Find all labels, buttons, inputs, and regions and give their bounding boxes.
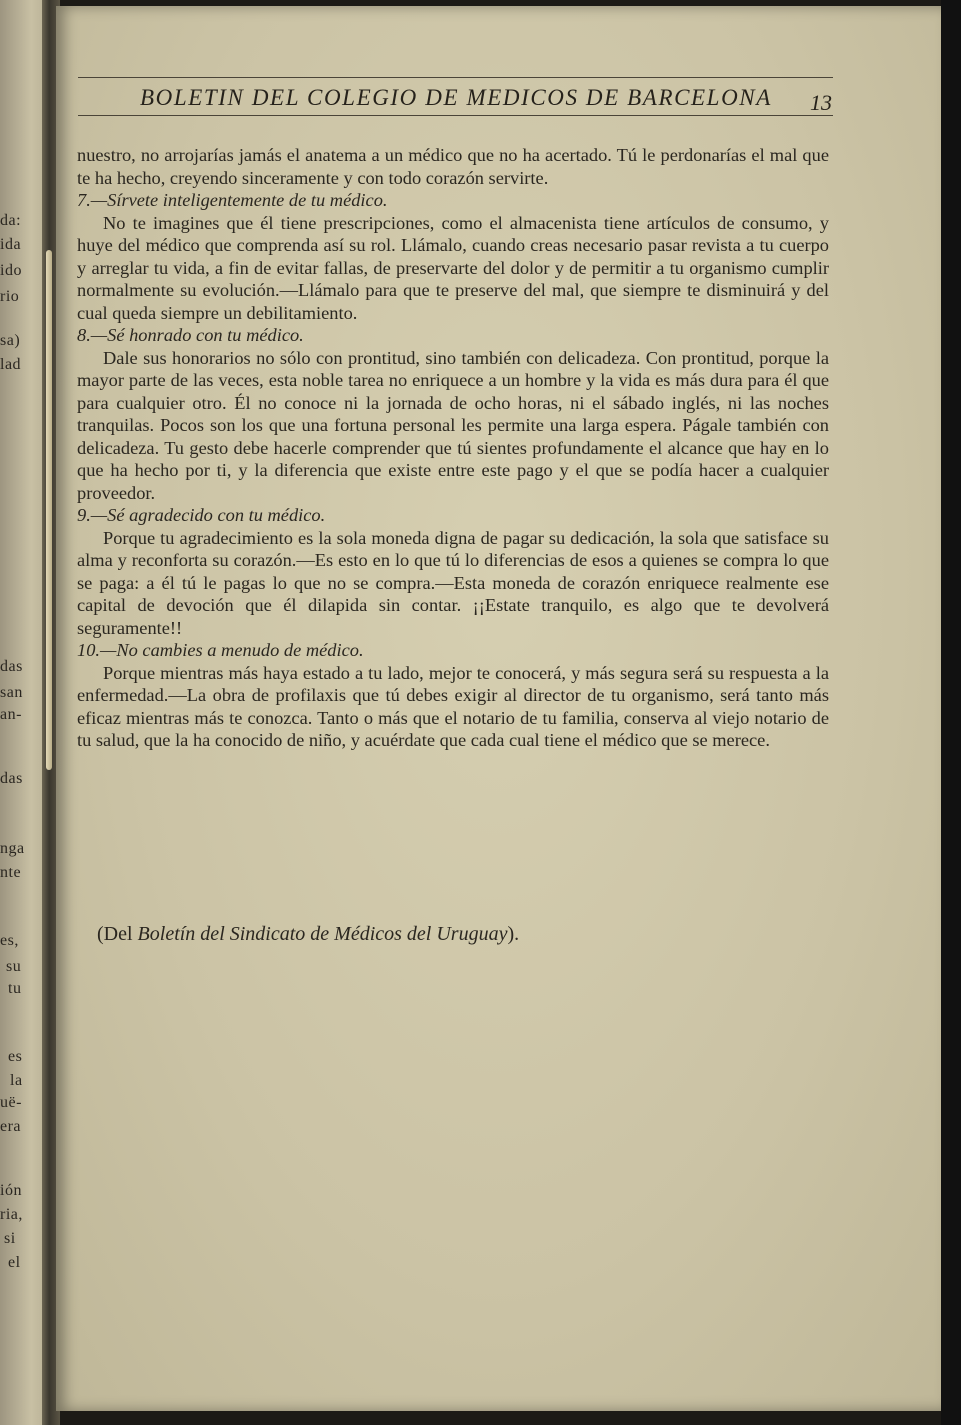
adjacent-page-fragment: nga <box>0 840 25 857</box>
source-title: Boletín del Sindicato de Médicos del Uruguay <box>137 923 508 945</box>
source-prefix: (Del <box>97 923 138 945</box>
paragraph-8: Dale sus honorarios no sólo con prontitud, sino también con delicadeza. Con prontitud, porque la mayor parte de las veces, esta noble tarea no enriquece a un hombre y la vida es más dura para él que para cualquier otro. Él no conoce ni la jornada de ocho horas, ni el sábado inglés, ni las noches tranquilas. Pocos son los que una fortuna personal les permite una larga espera. Págale también con delicadeza. Tu gesto debe hacerle comprender que tú sientes profundamente el alcance que hay en lo que ha hecho por ti, y la diferencia que existe entre este pago y el que se podía hacer a cualquier proveedor. <box>77 347 829 503</box>
article-body <box>77 144 829 752</box>
adjacent-page-fragment: ria, <box>0 1206 23 1223</box>
page-number: 13 <box>810 90 832 115</box>
paragraph-10: Porque mientras más haya estado a tu lado, mejor te conocerá, y más segura será su respuesta a la enfermedad.—La obra de profilaxis que tú debes exigir al director de tu organismo, será tanto más eficaz mientras más te conozca. Tanto o más que el notario de tu familia, conserva al viejo notario de tu salud, que la ha conocido de niño, y acuérdate que cada cual tiene el médico que se merece. <box>77 662 829 750</box>
adjacent-page-fragment: das <box>0 658 23 675</box>
adjacent-page-fragment: si <box>4 1230 16 1247</box>
item-title-8: 8.—Sé honrado con tu médico. <box>77 325 304 345</box>
adjacent-page-fragment: su <box>6 958 22 975</box>
item-title-9: 9.—Sé agradecido con tu médico. <box>77 505 326 525</box>
paragraph-7: No te imagines que él tiene prescripciones, como el almacenista tiene artículos de consumo, y huye del médico que comprenda así su rol. Llámalo, cuando creas necesario pasar revista a tu cuerpo y arreglar tu vida, a fin de evitar fallas, de preservarte del dolor y de permitir a tu organismo cumplir normalmente su evolución.—Llámalo para que te preserve del mal, que siempre te disminuirá y del cual queda siempre un debilitamiento. <box>77 212 829 323</box>
adjacent-page-fragment: rio <box>0 288 20 305</box>
header-rule-top <box>78 77 833 78</box>
source-citation <box>97 923 797 946</box>
scan-edge <box>941 0 961 1425</box>
adjacent-page-fragment: uë- <box>0 1094 22 1111</box>
adjacent-page-fragment: el <box>8 1254 21 1271</box>
header-rule-bottom <box>78 115 833 116</box>
running-head: BOLETIN DEL COLEGIO DE MEDICOS DE BARCELONA <box>140 85 772 110</box>
adjacent-page-fragment: es, <box>0 932 19 949</box>
adjacent-page-fragment: da: <box>0 212 22 229</box>
adjacent-page-fragment: era <box>0 1118 22 1135</box>
adjacent-page-fragment: an- <box>0 706 22 723</box>
adjacent-page-fragment: nte <box>0 864 22 881</box>
adjacent-page-fragment: lad <box>0 356 22 373</box>
adjacent-page-fragment: ida <box>0 236 22 253</box>
adjacent-page-fragment: san <box>0 684 23 701</box>
adjacent-page-fragment: sa) <box>0 332 21 349</box>
adjacent-page-fragment: ión <box>0 1182 22 1199</box>
adjacent-page-fragment: das <box>0 770 23 787</box>
adjacent-page-fragment: ido <box>0 262 22 279</box>
adjacent-page-fragment: tu <box>8 980 22 997</box>
adjacent-page-fragment: la <box>10 1072 23 1089</box>
source-suffix: ). <box>507 923 520 945</box>
binding-thread <box>46 250 52 770</box>
paragraph-9: Porque tu agradecimiento es la sola moneda digna de pagar su dedicación, la sola que satisface su alma y reconforta su corazón.—Es esto en lo que tú lo diferencias de esos a quienes se compra lo que se paga: a él tú le pagas lo que no se compra.—Esta moneda de corazón enriquece realmente ese capital de devoción que él dilapida sin contar. ¡¡Estate tranquilo, es algo que te devolverá seguramente!! <box>77 527 829 638</box>
item-title-7: 7.—Sírvete inteligentemente de tu médico. <box>77 190 388 210</box>
item-title-10: 10.—No cambies a menudo de médico. <box>77 640 364 660</box>
adjacent-page-fragment: es <box>8 1048 23 1065</box>
paragraph-continuation: nuestro, no arrojarías jamás el anatema a un médico que no ha acertado. Tú le perdonarías el mal que te ha hecho, creyendo sinceramente y con todo corazón servirte. <box>77 145 829 188</box>
